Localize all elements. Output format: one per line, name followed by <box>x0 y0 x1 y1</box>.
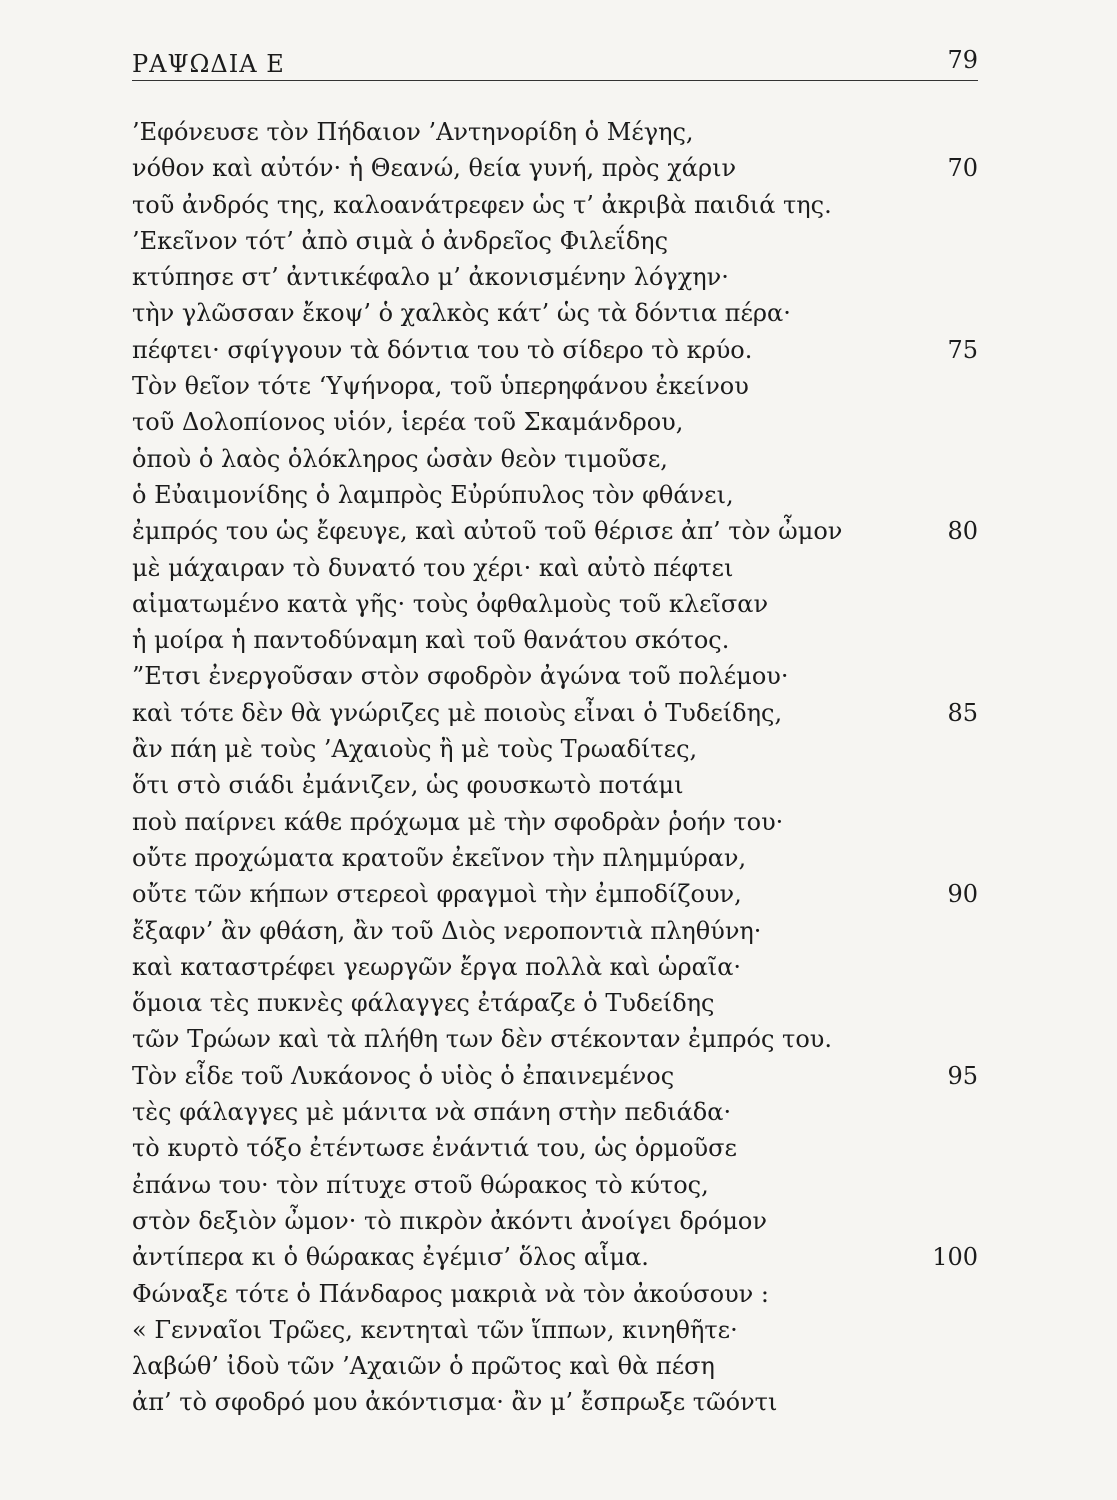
verse-text: οὔτε προχώματα κρατοῦν ἐκεῖνον τὴν πλημμύραν, <box>132 843 747 872</box>
verse-text: ἀντίπερα κι ὁ θώρακας ἐγέμισ’ ὅλος αἷμα. <box>132 1243 649 1272</box>
verse-line <box>132 1276 978 1312</box>
verse-text: ἂν πάη μὲ τοὺς ’Αχαιοὺς ἢ μὲ τοὺς Τρωαδίτες, <box>132 735 698 764</box>
page-header <box>132 42 978 82</box>
verse-text: αἱματωμένο κατὰ γῆς· τοὺς ὀφθαλμοὺς τοῦ κλεῖσαν <box>132 589 769 618</box>
page-number: 79 <box>947 46 978 74</box>
verse-number: 90 <box>947 880 978 909</box>
verse-text: ὁποὺ ὁ λαὸς ὁλόκληρος ὡσὰν θεὸν τιμοῦσε, <box>132 444 668 473</box>
verse-number: 85 <box>947 698 978 727</box>
verse-line <box>132 114 978 150</box>
verse-line <box>132 1094 978 1130</box>
verse-line <box>132 368 978 404</box>
verse-line <box>132 985 978 1021</box>
verse-line <box>132 876 978 912</box>
verse-text: πέφτει· σφίγγουν τὰ δόντια του τὸ σίδερο τὸ κρύο. <box>132 335 753 364</box>
verse-text: ἐπάνω του· τὸν πίτυχε στοῦ θώρακος τὸ κύτος, <box>132 1170 709 1199</box>
verse-line <box>132 1312 978 1348</box>
verse-number: 95 <box>947 1061 978 1090</box>
verse-text: μὲ μάχαιραν τὸ δυνατό του χέρι· καὶ αὐτὸ πέφτει <box>132 553 734 582</box>
verse-text: ἀπ’ τὸ σφοδρό μου ἀκόντισμα· ἂν μ’ ἔσπρωξε τῶόντι <box>132 1388 778 1417</box>
verse-line <box>132 1021 978 1057</box>
verse-line <box>132 332 978 368</box>
verse-line <box>132 622 978 658</box>
verse-line <box>132 1058 978 1094</box>
verse-line <box>132 550 978 586</box>
verse-text: ποὺ παίρνει κάθε πρόχωμα μὲ τὴν σφοδρὰν ῥοήν του· <box>132 807 784 836</box>
verse-text: τῶν Τρώων καὶ τὰ πλήθη των δὲν στέκονταν ἐμπρός του. <box>132 1025 832 1054</box>
verse-text: τοῦ Δολοπίονος υἱόν, ἱερέα τοῦ Σκαμάνδρου, <box>132 408 684 437</box>
verse-line <box>132 259 978 295</box>
verse-text: ’Εφόνευσε τὸν Πήδαιον ’Αντηνορίδη ὁ Μέγης, <box>132 118 694 146</box>
verse-text: τὸ κυρτὸ τόξο ἐτέντωσε ἐνάντιά του, ὡς ὁρμοῦσε <box>132 1134 737 1163</box>
verse-line <box>132 1239 978 1275</box>
verse-text: ”Ετσι ἐνεργοῦσαν στὸν σφοδρὸν ἀγώνα τοῦ πολέμου· <box>132 662 789 691</box>
verse-line <box>132 404 978 440</box>
running-head: ΡΑΨΩΔΙΑ Ε <box>132 50 285 78</box>
verse-line <box>132 295 978 331</box>
verse-line <box>132 804 978 840</box>
verse-text: ὁ Εὐαιμονίδης ὁ λαμπρὸς Εὐρύπυλος τὸν φθάνει, <box>132 480 734 509</box>
verse-line <box>132 949 978 985</box>
verse-line <box>132 658 978 694</box>
verse-text: τοῦ ἀνδρός της, καλοανάτρεφεν ὡς τ’ ἀκριβὰ παιδιά της. <box>132 190 832 219</box>
verse-text: ἔξαφν’ ἂν φθάση, ἂν τοῦ Διὸς νεροποντιὰ πληθύνη· <box>132 916 762 945</box>
verse-line <box>132 1167 978 1203</box>
verse-text: κτύπησε στ’ ἀντικέφαλο μ’ ἀκονισμένην λόγχην· <box>132 263 729 292</box>
verse-line <box>132 913 978 949</box>
verse-line <box>132 477 978 513</box>
verse-text: ’Εκεῖνον τότ’ ἀπὸ σιμὰ ὁ ἀνδρεῖος Φιλεΐδης <box>132 226 669 255</box>
verse-text: τὲς φάλαγγες μὲ μάνιτα νὰ σπάνη στὴν πεδιάδα· <box>132 1098 732 1127</box>
verse-number: 80 <box>947 517 978 546</box>
verse-text: ἐμπρός του ὡς ἔφευγε, καὶ αὐτοῦ τοῦ θέρισε ἀπ’ τὸν ὦμον <box>132 517 843 546</box>
verse-number: 75 <box>947 335 978 364</box>
verse-line <box>132 187 978 223</box>
verse-line <box>132 1384 978 1420</box>
verse-text: στὸν δεξιὸν ὦμον· τὸ πικρὸν ἀκόντι ἀνοίγει δρόμον <box>132 1206 767 1235</box>
verse-text: ὅτι στὸ σιάδι ἐμάνιζεν, ὡς φουσκωτὸ ποτάμι <box>132 771 684 800</box>
verse-text: καὶ καταστρέφει γεωργῶν ἔργα πολλὰ καὶ ὡραῖα· <box>132 952 742 981</box>
verse-text: νόθον καὶ αὐτόν· ἡ Θεανώ, θεία γυνή, πρὸς χάριν <box>132 154 737 183</box>
verse-line <box>132 1130 978 1166</box>
verse-line <box>132 150 978 186</box>
verse-line <box>132 840 978 876</box>
verse-line <box>132 695 978 731</box>
verse-text: λαβώθ’ ἰδοὺ τῶν ’Αχαιῶν ὁ πρῶτος καὶ θὰ πέση <box>132 1352 715 1381</box>
header-rule <box>132 80 978 81</box>
verse-line <box>132 1203 978 1239</box>
verse-line <box>132 731 978 767</box>
verse-text: ἡ μοίρα ἡ παντοδύναμη καὶ τοῦ θανάτου σκότος. <box>132 626 730 655</box>
verse-line <box>132 1348 978 1384</box>
verse-text: « Γενναῖοι Τρῶες, κεντηταὶ τῶν ἵππων, κινηθῆτε· <box>132 1315 738 1344</box>
verse-text: οὔτε τῶν κήπων στερεοὶ φραγμοὶ τὴν ἐμποδίζουν, <box>132 880 742 909</box>
verse-number: 100 <box>932 1243 978 1272</box>
verse-text: Φώναξε τότε ὁ Πάνδαρος μακριὰ νὰ τὸν ἀκούσουν : <box>132 1279 769 1308</box>
verse-text: καὶ τότε δὲν θὰ γνώριζες μὲ ποιοὺς εἶναι ὁ Τυδείδης, <box>132 698 783 727</box>
verse-block <box>132 114 978 1421</box>
verse-line <box>132 767 978 803</box>
verse-text: τὴν γλῶσσαν ἔκοψ’ ὁ χαλκὸς κάτ’ ὡς τὰ δόντια πέρα· <box>132 299 791 328</box>
verse-text: Τὸν εἶδε τοῦ Λυκάονος ὁ υἱὸς ὁ ἐπαινεμένος <box>132 1061 675 1090</box>
verse-number: 70 <box>947 154 978 183</box>
verse-line <box>132 441 978 477</box>
verse-line <box>132 223 978 259</box>
verse-line <box>132 513 978 549</box>
verse-line <box>132 586 978 622</box>
verse-text: Τὸν θεῖον τότε ‘Υψήνορα, τοῦ ὑπερηφάνου ἐκείνου <box>132 372 749 401</box>
verse-text: ὅμοια τὲς πυκνὲς φάλαγγες ἐτάραζε ὁ Τυδείδης <box>132 989 715 1018</box>
